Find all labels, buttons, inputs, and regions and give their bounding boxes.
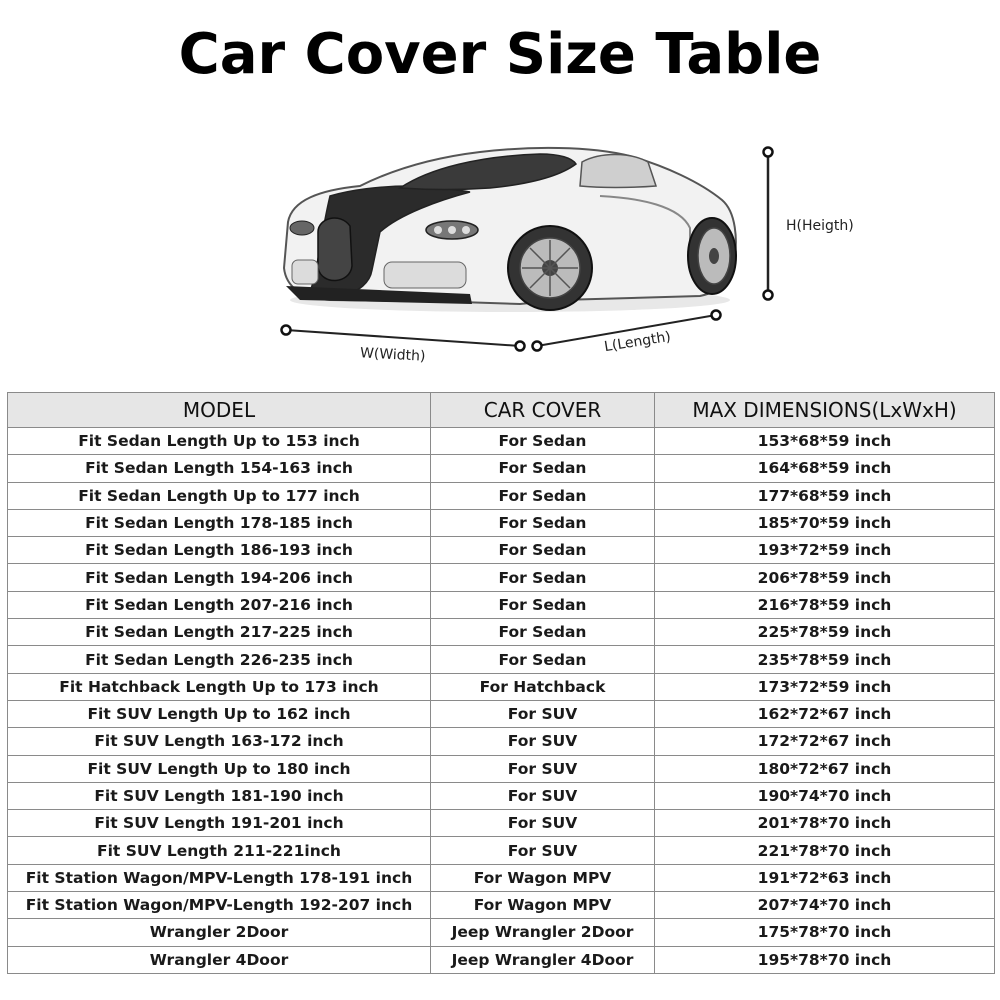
dimensions-cell: 177*68*59 inch (655, 482, 995, 509)
car-cover-cell: For Sedan (431, 564, 655, 591)
table-row (8, 537, 995, 564)
car-icon (284, 148, 736, 312)
table-row (8, 455, 995, 482)
length-label: L(Length) (603, 328, 672, 356)
car-cover-cell: For SUV (431, 837, 655, 864)
table-row (8, 509, 995, 536)
dimensions-cell: 235*78*59 inch (655, 646, 995, 673)
dimensions-cell: 195*78*70 inch (655, 946, 995, 973)
table-row (8, 673, 995, 700)
table-row (8, 564, 995, 591)
car-cover-cell: For Sedan (431, 482, 655, 509)
dimensions-cell: 164*68*59 inch (655, 455, 995, 482)
car-cover-cell: For Wagon MPV (431, 864, 655, 891)
car-cover-cell: For Sedan (431, 428, 655, 455)
table-row (8, 646, 995, 673)
car-cover-cell: For SUV (431, 782, 655, 809)
dimensions-cell: 201*78*70 inch (655, 810, 995, 837)
column-header-car-cover: CAR COVER (431, 393, 655, 428)
page-title: Car Cover Size Table (178, 22, 822, 87)
car-cover-cell: Jeep Wrangler 4Door (431, 946, 655, 973)
model-cell: Fit SUV Length 191-201 inch (8, 810, 431, 837)
table-row (8, 428, 995, 455)
model-cell: Fit Sedan Length 178-185 inch (8, 509, 431, 536)
size-table (7, 392, 995, 974)
column-header-max-dimensions: MAX DIMENSIONS(LxWxH) (655, 393, 995, 428)
table-row (8, 755, 995, 782)
dimensions-cell: 225*78*59 inch (655, 619, 995, 646)
car-cover-cell: For Sedan (431, 591, 655, 618)
model-cell: Fit SUV Length 211-221inch (8, 837, 431, 864)
height-dimension-line (764, 148, 773, 300)
car-cover-cell: For SUV (431, 700, 655, 727)
car-cover-cell: Jeep Wrangler 2Door (431, 919, 655, 946)
model-cell: Fit SUV Length 181-190 inch (8, 782, 431, 809)
model-cell: Fit Sedan Length Up to 177 inch (8, 482, 431, 509)
model-cell: Fit Sedan Length 207-216 inch (8, 591, 431, 618)
model-cell: Fit Hatchback Length Up to 173 inch (8, 673, 431, 700)
table-header-row (8, 393, 995, 428)
table-row (8, 700, 995, 727)
table-row (8, 591, 995, 618)
dimensions-cell: 153*68*59 inch (655, 428, 995, 455)
car-cover-cell: For Sedan (431, 619, 655, 646)
dimensions-cell: 206*78*59 inch (655, 564, 995, 591)
table-row (8, 864, 995, 891)
dimensions-cell: 191*72*63 inch (655, 864, 995, 891)
car-cover-cell: For Sedan (431, 646, 655, 673)
dimensions-cell: 172*72*67 inch (655, 728, 995, 755)
model-cell: Fit Station Wagon/MPV-Length 192-207 inch (8, 892, 431, 919)
dimensions-cell: 193*72*59 inch (655, 537, 995, 564)
car-cover-cell: For Sedan (431, 509, 655, 536)
model-cell: Wrangler 4Door (8, 946, 431, 973)
car-cover-cell: For Sedan (431, 455, 655, 482)
table-row (8, 782, 995, 809)
dimensions-cell: 185*70*59 inch (655, 509, 995, 536)
dimensions-cell: 221*78*70 inch (655, 837, 995, 864)
dimensions-cell: 190*74*70 inch (655, 782, 995, 809)
column-header-model: MODEL (8, 393, 431, 428)
model-cell: Fit Sedan Length 186-193 inch (8, 537, 431, 564)
model-cell: Fit Sedan Length 217-225 inch (8, 619, 431, 646)
model-cell: Fit Sedan Length 154-163 inch (8, 455, 431, 482)
car-cover-cell: For Wagon MPV (431, 892, 655, 919)
model-cell: Wrangler 2Door (8, 919, 431, 946)
table-row (8, 946, 995, 973)
model-cell: Fit Station Wagon/MPV-Length 178-191 inch (8, 864, 431, 891)
dimensions-cell: 175*78*70 inch (655, 919, 995, 946)
table-row (8, 810, 995, 837)
dimensions-cell: 207*74*70 inch (655, 892, 995, 919)
height-label: H(Heigth) (786, 218, 854, 234)
width-label: W(Width) (359, 345, 426, 365)
table-row (8, 892, 995, 919)
car-cover-cell: For SUV (431, 728, 655, 755)
car-cover-cell: For SUV (431, 810, 655, 837)
model-cell: Fit Sedan Length Up to 153 inch (8, 428, 431, 455)
table-row (8, 619, 995, 646)
table-row (8, 482, 995, 509)
table-row (8, 837, 995, 864)
dimensions-cell: 162*72*67 inch (655, 700, 995, 727)
car-illustration (270, 138, 880, 370)
table-row (8, 728, 995, 755)
car-cover-cell: For Sedan (431, 537, 655, 564)
model-cell: Fit SUV Length 163-172 inch (8, 728, 431, 755)
model-cell: Fit Sedan Length 194-206 inch (8, 564, 431, 591)
table-row (8, 919, 995, 946)
car-cover-cell: For Hatchback (431, 673, 655, 700)
dimensions-cell: 173*72*59 inch (655, 673, 995, 700)
dimensions-cell: 216*78*59 inch (655, 591, 995, 618)
model-cell: Fit Sedan Length 226-235 inch (8, 646, 431, 673)
car-cover-cell: For SUV (431, 755, 655, 782)
dimensions-cell: 180*72*67 inch (655, 755, 995, 782)
model-cell: Fit SUV Length Up to 180 inch (8, 755, 431, 782)
model-cell: Fit SUV Length Up to 162 inch (8, 700, 431, 727)
